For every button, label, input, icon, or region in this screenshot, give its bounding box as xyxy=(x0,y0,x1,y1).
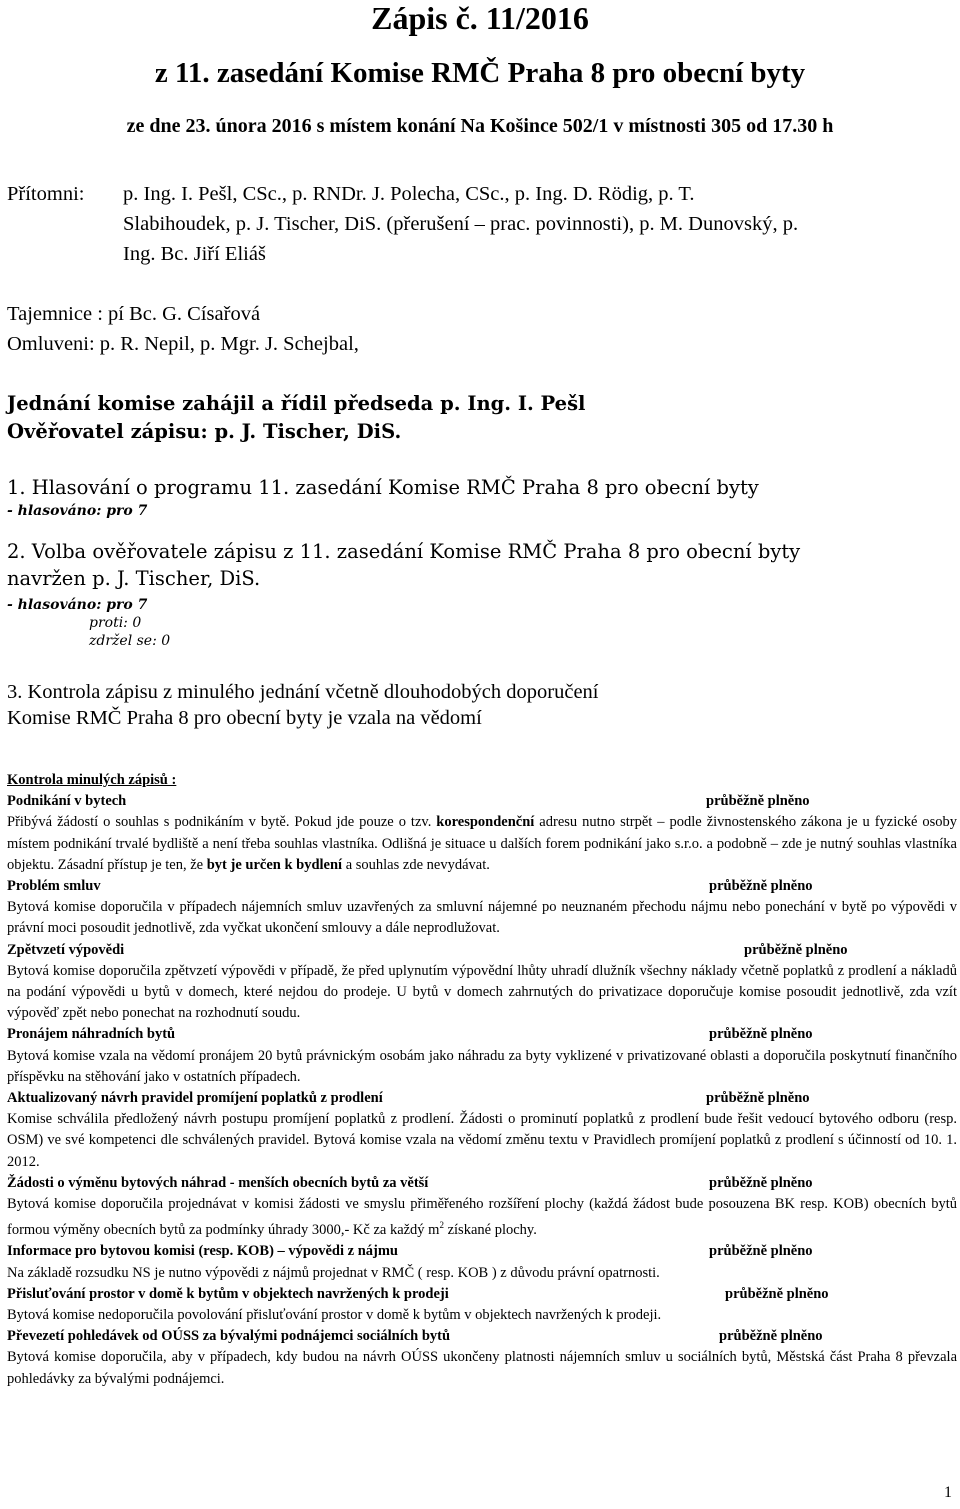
document-subtitle: z 11. zasedání Komise RMČ Praha 8 pro obecní byty xyxy=(154,57,806,89)
section-text-part: získané plochy. xyxy=(443,1222,537,1239)
item-3-line-2: Komise RMČ Praha 8 pro obecní byty je vzala na vědomí xyxy=(7,707,482,729)
section-text: Bytová komise doporučila zpětvzetí výpovědi v případě, že před uplynutím výpovědní lhůty uhradí dlužník všechny náklady včetně poplatků z prodlení a nákladů na podání výpovědi u bytů v domech, které nejdou do prodeje. U bytů v domech zahrnutých do privatizace doporučuje komise posoudit jednotlivě, zda vzít výpověď zpět nebo ponechat na rozhodnutí soudu. xyxy=(7,962,957,1022)
present-line-3: Ing. Bc. Jiří Eliáš xyxy=(123,243,266,265)
secretary-line: Tajemnice : pí Bc. G. Císařová xyxy=(7,303,261,325)
present-line-1: p. Ing. I. Pešl, CSc., p. RNDr. J. Polecha, CSc., p. Ing. D. Rödig, p. T. xyxy=(123,183,695,205)
section-title: Přisluťování prostor v domě k bytům v objektech navržených k prodeji xyxy=(7,1285,449,1302)
item-2-vote: - hlasováno: pro 7 xyxy=(7,597,148,613)
superscript: 2 xyxy=(439,1220,444,1231)
status-label: průběžně plněno xyxy=(709,878,813,895)
section-title-row xyxy=(7,1024,957,1045)
section-title-row xyxy=(7,791,957,812)
status-label: průběžně plněno xyxy=(709,1243,813,1260)
section-title: Zpětvzetí výpovědi xyxy=(7,941,125,958)
chaired-by-line: Jednání komise zahájil a řídil předseda p. Ing. I. Pešl xyxy=(7,392,586,415)
status-label: průběžně plněno xyxy=(725,1285,829,1302)
section-title-row xyxy=(7,1326,957,1347)
status-label: průběžně plněno xyxy=(709,1026,813,1043)
section-title: Problém smluv xyxy=(7,878,101,895)
section-text-part: Přibývá žádostí o souhlas s podnikáním v bytě. Pokud jde pouze o tzv. xyxy=(7,814,437,831)
item-2-nominee: navržen p. J. Tischer, DiS. xyxy=(7,567,261,590)
section-title: Aktualizovaný návrh pravidel promíjení poplatků z prodlení xyxy=(7,1090,383,1107)
item-2-against: proti: 0 xyxy=(89,615,142,631)
section-text: Bytová komise vzala na vědomí pronájem 20 bytů právnickým osobám jako náhradu za byty vyklizené v privatizované oblasti a doporučila poskytnutí finančního příspěvku na stěhování jako v ostatních případech. xyxy=(7,1047,957,1085)
section-text xyxy=(7,812,957,876)
excused-line: Omluveni: p. R. Nepil, p. Mgr. J. Schejbal, xyxy=(7,333,359,355)
section-title: Žádosti o výměnu bytových náhrad - menších obecních bytů za větší xyxy=(7,1174,429,1191)
present-line-2: Slabihoudek, p. J. Tischer, DiS. (přerušení – prac. povinnosti), p. M. Dunovský, p. xyxy=(123,213,799,235)
verifier-line: Ověřovatel zápisu: p. J. Tischer, DiS. xyxy=(7,420,402,443)
section-text: Bytová komise nedoporučila povolování přisluťování prostor v domě k bytům v objektech navržených k prodeji. xyxy=(7,1306,662,1323)
section-title-row xyxy=(7,1284,957,1305)
document-title: Zápis č. 11/2016 xyxy=(371,0,589,36)
section-text: Bytová komise doporučila v případech nájemních smluv uzavřených za smluvní nájemné po neuznaném přechodu nájmu nebo ponechání v bytě po výpovědi v právní moci posoudit jednotlivě, zda vyčkat ukončení smlouvy a dále neprodlužovat. xyxy=(7,899,957,937)
section-text-bold: byt je určen k bydlení xyxy=(206,856,343,873)
section-text-bold: korespondenční xyxy=(436,814,535,831)
section-text: Bytová komise doporučila, aby v případech, kdy budou na návrh OÚSS ukončeny platnosti nájemních smluv u sociálních bytů, Městská část Praha 8 převzala pohledávky za bývalými podnájemci. xyxy=(7,1349,957,1387)
section-title-row xyxy=(7,876,957,897)
control-section xyxy=(7,770,957,1390)
section-text xyxy=(7,1194,957,1241)
item-2-abstain: zdržel se: 0 xyxy=(89,633,171,649)
section-title-row xyxy=(7,1088,957,1109)
item-1-vote: - hlasováno: pro 7 xyxy=(7,503,148,519)
status-label: průběžně plněno xyxy=(719,1328,823,1345)
section-title-row xyxy=(7,940,957,961)
section-title: Podnikání v bytech xyxy=(7,793,127,810)
section-text-part: a souhlas zde nevydávat. xyxy=(342,856,490,873)
status-label: průběžně plněno xyxy=(706,1090,810,1107)
section-title: Převezetí pohledávek od OÚSS za bývalými podnájemci sociálních bytů xyxy=(7,1328,451,1345)
section-title-row xyxy=(7,1173,957,1194)
status-label: průběžně plněno xyxy=(709,1174,813,1191)
section-text: Na základě rozsudku NS je nutno výpovědi z nájmů projednat v RMČ ( resp. KOB ) z důvodu právní opatrnosti. xyxy=(7,1264,660,1281)
item-1-title: 1. Hlasování o programu 11. zasedání Komise RMČ Praha 8 pro obecní byty xyxy=(7,476,759,499)
status-label: průběžně plněno xyxy=(706,793,810,810)
present-label: Přítomni: xyxy=(7,183,85,205)
item-3-line-1: 3. Kontrola zápisu z minulého jednání včetně dlouhodobých doporučení xyxy=(7,681,599,703)
item-2-title: 2. Volba ověřovatele zápisu z 11. zasedání Komise RMČ Praha 8 pro obecní byty xyxy=(7,540,801,563)
section-text-part: adresu nutno strpět – podle živnostenského zákona je u fyzické osoby místem podnikání trvalé bydliště a není třeba souhlas vlastníka. Odlišná je situace u dalších forem podnikání jako s.r.o. a podobně – zde je nutný souhlas vlastníka objektu. Zásadní přístup je ten, že xyxy=(7,814,958,873)
status-label: průběžně plněno xyxy=(744,941,848,958)
meeting-date-line: ze dne 23. února 2016 s místem konání Na Košince 502/1 v místnosti 305 od 17.30 h xyxy=(126,115,834,137)
section-title: Informace pro bytovou komisi (resp. KOB) – výpovědi z nájmu xyxy=(7,1243,398,1260)
control-heading: Kontrola minulých zápisů : xyxy=(7,772,177,788)
section-text: Komise schválila předložený návrh postupu promíjení poplatků z prodlení. Žádosti o prominutí poplatků z prodlení bude řešit vedoucí bytového odboru (resp. OSM) ve své kompetenci dle schválených pravidel. Bytová komise vzala na vědomí změnu textu v Pravidlech promíjení poplatků z prodlení s účinností od 10. 1. 2012. xyxy=(7,1111,957,1170)
section-text-part: Bytová komise doporučila projednávat v komisi žádosti ve smyslu přiměřeného rozšíření plochy (každá žádost bude posouzena BK resp. KOB) obecních bytů formou výměny obecních bytů za podmínky úhrady 3000,- Kč za každý m xyxy=(7,1196,957,1239)
page-number: 1 xyxy=(944,1484,952,1501)
section-title-row xyxy=(7,1241,957,1262)
section-title: Pronájem náhradních bytů xyxy=(7,1026,176,1043)
